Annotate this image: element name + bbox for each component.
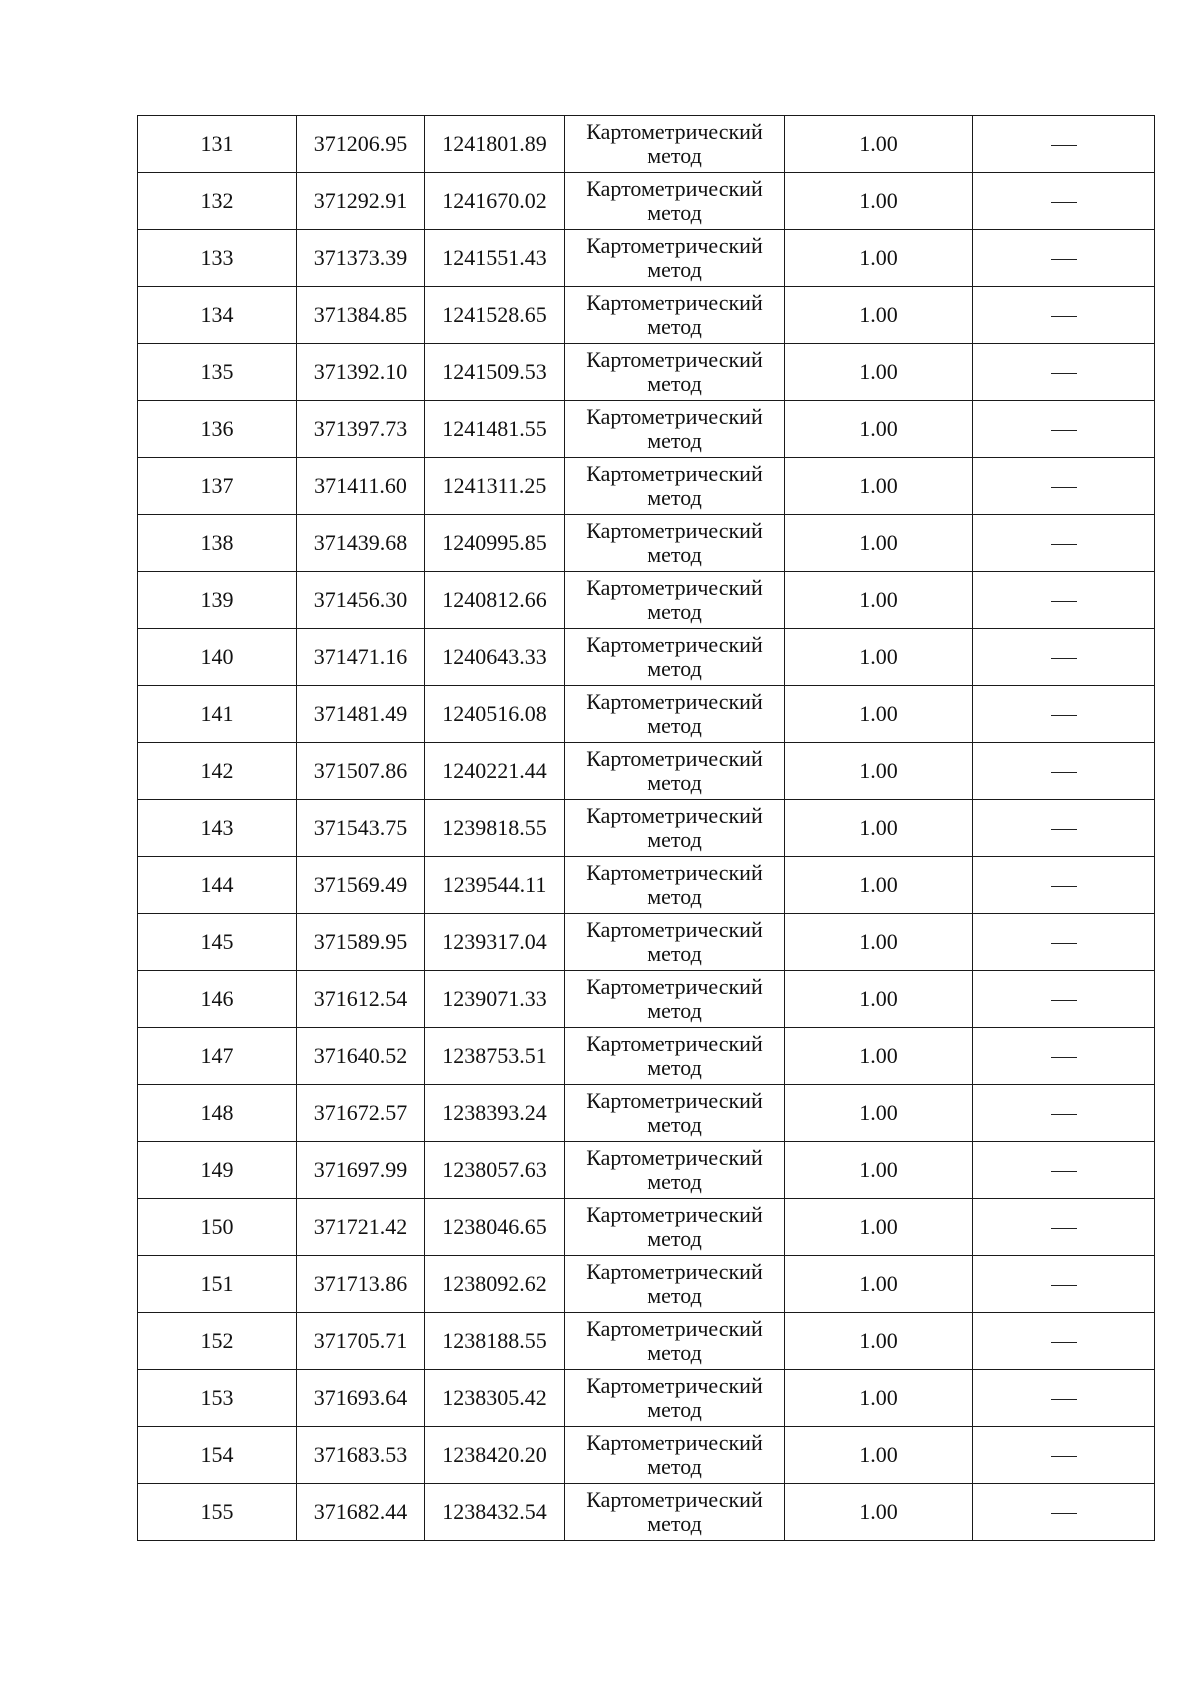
method-cell [565,572,785,629]
y-coordinate-cell: 1238753.51 [425,1028,565,1085]
x-coordinate-cell: 371612.54 [297,971,425,1028]
y-coordinate-cell: 1239071.33 [425,971,565,1028]
method-line-1: Картометрический [586,974,763,999]
table-row [138,629,1155,686]
accuracy-cell: 1.00 [785,572,973,629]
table-row [138,458,1155,515]
dash-mark [1051,1342,1077,1343]
point-number-cell: 152 [138,1313,297,1370]
x-coordinate-cell: 371507.86 [297,743,425,800]
y-coordinate-cell: 1241509.53 [425,344,565,401]
y-coordinate-cell: 1238305.42 [425,1370,565,1427]
accuracy-cell: 1.00 [785,1085,973,1142]
point-number-cell: 143 [138,800,297,857]
table-row [138,1256,1155,1313]
accuracy-cell: 1.00 [785,1142,973,1199]
coordinates-table-body [138,116,1155,1541]
method-line-1: Картометрический [586,347,763,372]
accuracy-cell: 1.00 [785,686,973,743]
table-row [138,1085,1155,1142]
method-line-2: метод [647,143,702,168]
method-line-1: Картометрический [586,1145,763,1170]
method-line-2: метод [647,314,702,339]
note-cell [973,971,1155,1028]
accuracy-cell: 1.00 [785,401,973,458]
dash-mark [1051,1114,1077,1115]
table-row [138,116,1155,173]
method-cell [565,743,785,800]
method-line-2: метод [647,998,702,1023]
x-coordinate-cell: 371384.85 [297,287,425,344]
dash-mark [1051,259,1077,260]
dash-mark [1051,772,1077,773]
note-cell [973,857,1155,914]
x-coordinate-cell: 371439.68 [297,515,425,572]
point-number-cell: 142 [138,743,297,800]
method-line-1: Картометрический [586,404,763,429]
method-line-1: Картометрический [586,290,763,315]
method-cell [565,230,785,287]
note-cell [973,629,1155,686]
accuracy-cell: 1.00 [785,458,973,515]
method-line-1: Картометрический [586,1031,763,1056]
point-number-cell: 155 [138,1484,297,1541]
note-cell [973,572,1155,629]
dash-mark [1051,316,1077,317]
y-coordinate-cell: 1239818.55 [425,800,565,857]
note-cell [973,173,1155,230]
note-cell [973,116,1155,173]
table-row [138,173,1155,230]
method-line-2: метод [647,1169,702,1194]
point-number-cell: 147 [138,1028,297,1085]
point-number-cell: 153 [138,1370,297,1427]
point-number-cell: 149 [138,1142,297,1199]
y-coordinate-cell: 1241551.43 [425,230,565,287]
dash-mark [1051,1000,1077,1001]
method-line-1: Картометрический [586,632,763,657]
point-number-cell: 137 [138,458,297,515]
y-coordinate-cell: 1239317.04 [425,914,565,971]
y-coordinate-cell: 1239544.11 [425,857,565,914]
method-cell [565,173,785,230]
method-line-2: метод [647,713,702,738]
point-number-cell: 140 [138,629,297,686]
y-coordinate-cell: 1238046.65 [425,1199,565,1256]
method-cell [565,857,785,914]
dash-mark [1051,1285,1077,1286]
x-coordinate-cell: 371721.42 [297,1199,425,1256]
method-line-2: метод [647,770,702,795]
point-number-cell: 145 [138,914,297,971]
method-cell [565,914,785,971]
accuracy-cell: 1.00 [785,743,973,800]
method-line-1: Картометрический [586,860,763,885]
table-row [138,401,1155,458]
dash-mark [1051,1228,1077,1229]
method-line-1: Картометрический [586,917,763,942]
method-cell [565,1142,785,1199]
x-coordinate-cell: 371697.99 [297,1142,425,1199]
accuracy-cell: 1.00 [785,1427,973,1484]
table-row [138,230,1155,287]
method-cell [565,458,785,515]
x-coordinate-cell: 371693.64 [297,1370,425,1427]
method-line-2: метод [647,1112,702,1137]
y-coordinate-cell: 1241481.55 [425,401,565,458]
table-row [138,515,1155,572]
method-line-2: метод [647,941,702,966]
method-line-2: метод [647,599,702,624]
accuracy-cell: 1.00 [785,1028,973,1085]
x-coordinate-cell: 371456.30 [297,572,425,629]
method-cell [565,515,785,572]
y-coordinate-cell: 1240643.33 [425,629,565,686]
note-cell [973,344,1155,401]
method-cell [565,401,785,458]
note-cell [973,743,1155,800]
accuracy-cell: 1.00 [785,914,973,971]
table-row [138,1199,1155,1256]
x-coordinate-cell: 371397.73 [297,401,425,458]
table-row [138,572,1155,629]
note-cell [973,515,1155,572]
note-cell [973,686,1155,743]
method-line-2: метод [647,884,702,909]
y-coordinate-cell: 1238432.54 [425,1484,565,1541]
accuracy-cell: 1.00 [785,1484,973,1541]
point-number-cell: 131 [138,116,297,173]
table-row [138,287,1155,344]
table-row [138,1427,1155,1484]
table-row [138,800,1155,857]
method-line-2: метод [647,1454,702,1479]
y-coordinate-cell: 1241801.89 [425,116,565,173]
table-row [138,971,1155,1028]
method-line-2: метод [647,200,702,225]
x-coordinate-cell: 371569.49 [297,857,425,914]
method-line-1: Картометрический [586,803,763,828]
method-line-2: метод [647,1397,702,1422]
method-line-2: метод [647,371,702,396]
dash-mark [1051,1456,1077,1457]
method-cell [565,1313,785,1370]
accuracy-cell: 1.00 [785,515,973,572]
note-cell [973,1370,1155,1427]
note-cell [973,458,1155,515]
note-cell [973,1028,1155,1085]
x-coordinate-cell: 371683.53 [297,1427,425,1484]
y-coordinate-cell: 1238393.24 [425,1085,565,1142]
method-cell [565,1427,785,1484]
x-coordinate-cell: 371713.86 [297,1256,425,1313]
y-coordinate-cell: 1240516.08 [425,686,565,743]
note-cell [973,1085,1155,1142]
accuracy-cell: 1.00 [785,230,973,287]
method-cell [565,800,785,857]
point-number-cell: 139 [138,572,297,629]
x-coordinate-cell: 371640.52 [297,1028,425,1085]
note-cell [973,230,1155,287]
method-line-2: метод [647,428,702,453]
point-number-cell: 146 [138,971,297,1028]
point-number-cell: 135 [138,344,297,401]
accuracy-cell: 1.00 [785,344,973,401]
accuracy-cell: 1.00 [785,1313,973,1370]
accuracy-cell: 1.00 [785,857,973,914]
method-line-1: Картометрический [586,1487,763,1512]
accuracy-cell: 1.00 [785,800,973,857]
point-number-cell: 144 [138,857,297,914]
table-row [138,1313,1155,1370]
method-line-1: Картометрический [586,746,763,771]
dash-mark [1051,1513,1077,1514]
note-cell [973,1484,1155,1541]
coordinates-table [137,115,1155,1541]
dash-mark [1051,1057,1077,1058]
method-line-2: метод [647,1055,702,1080]
y-coordinate-cell: 1238420.20 [425,1427,565,1484]
dash-mark [1051,658,1077,659]
x-coordinate-cell: 371471.16 [297,629,425,686]
y-coordinate-cell: 1238188.55 [425,1313,565,1370]
x-coordinate-cell: 371589.95 [297,914,425,971]
y-coordinate-cell: 1238092.62 [425,1256,565,1313]
dash-mark [1051,544,1077,545]
method-line-2: метод [647,1226,702,1251]
note-cell [973,287,1155,344]
table-row [138,857,1155,914]
method-cell [565,1028,785,1085]
method-cell [565,971,785,1028]
method-line-1: Картометрический [586,176,763,201]
method-line-2: метод [647,257,702,282]
dash-mark [1051,886,1077,887]
dash-mark [1051,1171,1077,1172]
note-cell [973,1313,1155,1370]
y-coordinate-cell: 1241670.02 [425,173,565,230]
method-line-1: Картометрический [586,1259,763,1284]
dash-mark [1051,601,1077,602]
note-cell [973,401,1155,458]
table-row [138,1484,1155,1541]
point-number-cell: 150 [138,1199,297,1256]
x-coordinate-cell: 371672.57 [297,1085,425,1142]
y-coordinate-cell: 1241311.25 [425,458,565,515]
accuracy-cell: 1.00 [785,971,973,1028]
x-coordinate-cell: 371292.91 [297,173,425,230]
x-coordinate-cell: 371705.71 [297,1313,425,1370]
note-cell [973,1199,1155,1256]
note-cell [973,1427,1155,1484]
x-coordinate-cell: 371392.10 [297,344,425,401]
y-coordinate-cell: 1241528.65 [425,287,565,344]
point-number-cell: 148 [138,1085,297,1142]
dash-mark [1051,145,1077,146]
table-row [138,1028,1155,1085]
dash-mark [1051,373,1077,374]
x-coordinate-cell: 371411.60 [297,458,425,515]
point-number-cell: 136 [138,401,297,458]
table-row [138,686,1155,743]
table-row [138,743,1155,800]
y-coordinate-cell: 1240995.85 [425,515,565,572]
method-cell [565,344,785,401]
method-line-1: Картометрический [586,1430,763,1455]
dash-mark [1051,715,1077,716]
table-row [138,914,1155,971]
method-line-2: метод [647,827,702,852]
method-line-1: Картометрический [586,461,763,486]
method-line-1: Картометрический [586,1202,763,1227]
accuracy-cell: 1.00 [785,173,973,230]
y-coordinate-cell: 1240812.66 [425,572,565,629]
method-cell [565,1085,785,1142]
accuracy-cell: 1.00 [785,1370,973,1427]
method-cell [565,1199,785,1256]
x-coordinate-cell: 371481.49 [297,686,425,743]
note-cell [973,914,1155,971]
method-line-2: метод [647,485,702,510]
point-number-cell: 141 [138,686,297,743]
method-cell [565,1370,785,1427]
dash-mark [1051,487,1077,488]
method-line-2: метод [647,656,702,681]
method-line-1: Картометрический [586,1088,763,1113]
method-cell [565,287,785,344]
x-coordinate-cell: 371206.95 [297,116,425,173]
x-coordinate-cell: 371373.39 [297,230,425,287]
method-line-2: метод [647,1340,702,1365]
method-line-1: Картометрический [586,689,763,714]
accuracy-cell: 1.00 [785,1256,973,1313]
note-cell [973,1142,1155,1199]
x-coordinate-cell: 371682.44 [297,1484,425,1541]
table-row [138,1370,1155,1427]
dash-mark [1051,1399,1077,1400]
accuracy-cell: 1.00 [785,1199,973,1256]
method-cell [565,629,785,686]
note-cell [973,1256,1155,1313]
dash-mark [1051,430,1077,431]
accuracy-cell: 1.00 [785,629,973,686]
table-row [138,344,1155,401]
method-cell [565,116,785,173]
method-line-2: метод [647,1511,702,1536]
table-row [138,1142,1155,1199]
dash-mark [1051,202,1077,203]
note-cell [973,800,1155,857]
method-line-2: метод [647,542,702,567]
method-line-2: метод [647,1283,702,1308]
y-coordinate-cell: 1238057.63 [425,1142,565,1199]
dash-mark [1051,943,1077,944]
method-line-1: Картометрический [586,1316,763,1341]
method-line-1: Картометрический [586,233,763,258]
method-line-1: Картометрический [586,518,763,543]
point-number-cell: 138 [138,515,297,572]
method-line-1: Картометрический [586,1373,763,1398]
method-cell [565,1256,785,1313]
x-coordinate-cell: 371543.75 [297,800,425,857]
method-line-1: Картометрический [586,575,763,600]
accuracy-cell: 1.00 [785,116,973,173]
accuracy-cell: 1.00 [785,287,973,344]
method-cell [565,1484,785,1541]
dash-mark [1051,829,1077,830]
point-number-cell: 132 [138,173,297,230]
method-cell [565,686,785,743]
point-number-cell: 134 [138,287,297,344]
y-coordinate-cell: 1240221.44 [425,743,565,800]
point-number-cell: 151 [138,1256,297,1313]
point-number-cell: 133 [138,230,297,287]
method-line-1: Картометрический [586,119,763,144]
point-number-cell: 154 [138,1427,297,1484]
